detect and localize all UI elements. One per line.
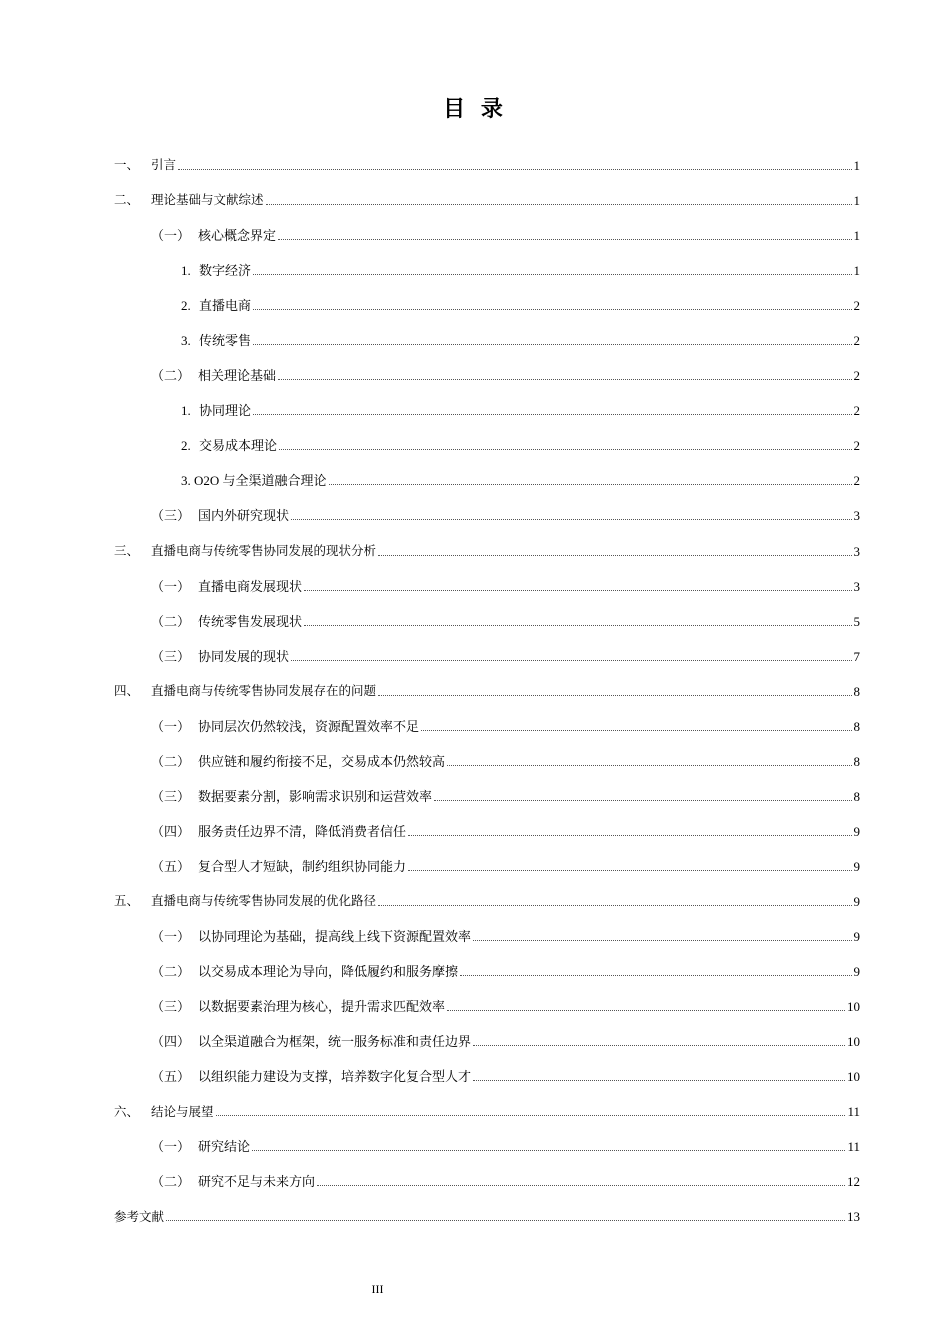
toc-entry[interactable]: [114, 814, 860, 849]
toc-entry-title: 结论与展望: [151, 1103, 214, 1119]
toc-entry[interactable]: [114, 919, 860, 954]
toc-entry-page: 3: [853, 543, 860, 559]
toc-entry[interactable]: [114, 779, 860, 814]
toc-dot-leader: [253, 344, 851, 345]
toc-entry-number: （五）: [151, 858, 191, 874]
toc-entry-page: 3: [853, 578, 860, 594]
toc-entry-number: 一、: [114, 157, 140, 173]
toc-entry[interactable]: [114, 288, 860, 323]
toc-entry[interactable]: [114, 183, 860, 218]
toc-dot-leader: [421, 730, 851, 731]
toc-entry-page: 1: [853, 193, 860, 209]
toc-dot-leader: [473, 940, 851, 941]
toc-entry-number: （五）: [151, 1069, 191, 1085]
toc-entry-page: 2: [853, 438, 860, 454]
toc-entry-title: 直播电商发展现状: [198, 578, 303, 594]
toc-dot-leader: [178, 169, 851, 170]
toc-dot-leader: [252, 1150, 845, 1151]
toc-entry-page: 10: [847, 999, 860, 1015]
toc-entry-number: 1.: [181, 263, 191, 279]
toc-entry-number: 2.: [181, 438, 191, 454]
toc-entry-page: 2: [853, 368, 860, 384]
toc-entry-title: 以数据要素治理为核心，提升需求匹配效率: [198, 999, 446, 1015]
toc-dot-leader: [317, 1185, 845, 1186]
toc-entry-page: 2: [853, 298, 860, 314]
toc-entry-title: 以交易成本理论为导向，降低履约和服务摩擦: [198, 964, 459, 980]
toc-entry-title: 传统零售发展现状: [198, 613, 303, 629]
toc-entry-number: 四、: [114, 682, 140, 698]
toc-entry-title: 协同理论: [199, 403, 252, 419]
toc-entry[interactable]: [114, 1059, 860, 1094]
toc-entry-page: 1: [853, 263, 860, 279]
toc-entry-number: （一）: [151, 929, 191, 945]
toc-entry-page: 13: [847, 1209, 860, 1225]
toc-entry[interactable]: [114, 849, 860, 884]
toc-dot-leader: [266, 204, 852, 205]
toc-entry[interactable]: [114, 1094, 860, 1129]
toc-entry-page: 8: [853, 683, 860, 699]
toc-dot-leader: [253, 414, 851, 415]
toc-entry-title: 数据要素分割，影响需求识别和运营效率: [198, 788, 433, 804]
toc-entry-page: 9: [853, 823, 860, 839]
toc-entry-page: 10: [847, 1069, 860, 1085]
toc-entry-number: 1.: [181, 403, 191, 419]
toc-entry[interactable]: [114, 323, 860, 358]
toc-entry-page: 9: [853, 964, 860, 980]
toc-entry-title: 以全渠道融合为框架，统一服务标准和责任边界: [198, 1034, 472, 1050]
toc-dot-leader: [253, 274, 851, 275]
toc-entry[interactable]: [114, 1199, 860, 1234]
toc-entry-title: 数字经济: [199, 263, 252, 279]
toc-entry-title: 参考文献: [114, 1208, 165, 1224]
toc-entry-page: 11: [847, 1139, 860, 1155]
toc-entry-page: 2: [853, 403, 860, 419]
toc-entry-title: 直播电商与传统零售协同发展存在的问题: [151, 682, 377, 698]
toc-entry-page: 1: [853, 228, 860, 244]
toc-entry-number: （三）: [151, 648, 191, 664]
toc-entry-title: 协同层次仍然较浅，资源配置效率不足: [198, 718, 420, 734]
toc-entry-number: 三、: [114, 542, 140, 558]
toc-dot-leader: [460, 975, 851, 976]
toc-entry-page: 9: [853, 894, 860, 909]
toc-dot-leader: [378, 905, 851, 906]
toc-entry-number: 2.: [181, 298, 191, 314]
toc-entry-number: （一）: [151, 228, 191, 244]
toc-entry[interactable]: [114, 463, 860, 498]
toc-entry-page: 8: [853, 788, 860, 804]
toc-dot-leader: [304, 590, 851, 591]
toc-entry-number: 六、: [114, 1103, 140, 1119]
toc-entry-page: 12: [847, 1174, 860, 1190]
toc-entry-number: （二）: [151, 613, 191, 629]
toc-entry[interactable]: [114, 218, 860, 253]
toc-entry-page: 10: [847, 1034, 860, 1050]
toc-entry-number: （二）: [151, 753, 191, 769]
toc-entry-title: 以组织能力建设为支撑，培养数字化复合型人才: [198, 1069, 472, 1085]
toc-entry-page: 8: [853, 718, 860, 734]
toc-entry-title: 引言: [151, 157, 177, 173]
toc-dot-leader: [304, 625, 851, 626]
toc-entry-number: （二）: [151, 964, 191, 980]
toc-entry-title: 复合型人才短缺，制约组织协同能力: [198, 858, 407, 874]
toc-dot-leader: [279, 449, 851, 450]
toc-dot-leader: [329, 484, 852, 485]
toc-entry-page: 11: [847, 1104, 860, 1120]
toc-entry-title: 交易成本理论: [199, 438, 278, 454]
toc-entry-title: 直播电商: [199, 298, 252, 314]
toc-entry-number: （一）: [151, 1139, 191, 1155]
toc-entry[interactable]: [114, 1024, 860, 1059]
toc-entry-page: 9: [853, 929, 860, 945]
toc-entry-number: 3.: [181, 333, 191, 349]
toc-entry-title: 理论基础与文献综述: [151, 192, 264, 208]
toc-entry-number: （三）: [151, 508, 191, 524]
toc-entry-number: （二）: [151, 1174, 191, 1190]
toc-entry-number: 二、: [114, 192, 140, 208]
toc-entry-page: 1: [853, 158, 860, 174]
toc-entry-number: （一）: [151, 718, 191, 734]
table-of-contents: [114, 148, 860, 1234]
page-number: III: [371, 1282, 384, 1296]
toc-entry-number: （一）: [151, 578, 191, 594]
toc-entry-title: 传统零售: [199, 333, 252, 349]
toc-entry-page: 2: [853, 473, 860, 489]
toc-dot-leader: [434, 800, 851, 801]
toc-entry[interactable]: [114, 534, 860, 569]
toc-dot-leader: [473, 1045, 845, 1046]
toc-entry[interactable]: [114, 393, 860, 428]
toc-dot-leader: [278, 239, 851, 240]
toc-entry-title: 核心概念界定: [198, 228, 277, 244]
toc-entry[interactable]: [114, 1164, 860, 1199]
toc-entry-number: （四）: [151, 1034, 191, 1050]
toc-entry[interactable]: [114, 989, 860, 1024]
toc-entry[interactable]: [114, 1129, 860, 1164]
toc-entry[interactable]: [114, 709, 860, 744]
toc-entry[interactable]: [114, 884, 860, 919]
toc-entry-title: 直播电商与传统零售协同发展的优化路径: [151, 893, 377, 909]
toc-entry[interactable]: [114, 148, 860, 183]
toc-dot-leader: [166, 1220, 845, 1221]
toc-dot-leader: [253, 309, 851, 310]
toc-entry-number: 五、: [114, 893, 140, 909]
toc-entry[interactable]: [114, 358, 860, 393]
toc-entry-page: 5: [853, 613, 860, 629]
toc-title: 目 录: [443, 97, 507, 122]
toc-entry-title: 供应链和履约衔接不足，交易成本仍然较高: [198, 753, 446, 769]
toc-dot-leader: [473, 1080, 845, 1081]
toc-entry[interactable]: [114, 639, 860, 674]
toc-entry-number: （三）: [151, 788, 191, 804]
toc-entry-page: 8: [853, 753, 860, 769]
toc-entry[interactable]: [114, 744, 860, 779]
toc-entry-page: 9: [853, 858, 860, 874]
toc-dot-leader: [216, 1115, 846, 1116]
toc-dot-leader: [291, 519, 851, 520]
toc-entry[interactable]: [114, 498, 860, 533]
toc-dot-leader: [291, 660, 851, 661]
toc-dot-leader: [378, 695, 851, 696]
toc-entry[interactable]: [114, 253, 860, 288]
toc-dot-leader: [447, 765, 851, 766]
toc-entry-title: 直播电商与传统零售协同发展的现状分析: [151, 542, 377, 558]
toc-dot-leader: [278, 379, 851, 380]
toc-entry-number: （三）: [151, 999, 191, 1015]
toc-dot-leader: [447, 1010, 845, 1011]
toc-entry-page: 3: [853, 508, 860, 524]
toc-entry-title: 研究不足与未来方向: [198, 1174, 316, 1190]
toc-entry[interactable]: [114, 604, 860, 639]
toc-entry-number: （二）: [151, 368, 191, 384]
toc-entry-title: 国内外研究现状: [198, 508, 290, 524]
toc-entry[interactable]: [114, 428, 860, 463]
toc-entry-title: 3. O2O 与全渠道融合理论: [181, 473, 327, 489]
toc-entry-title: 以协同理论为基础，提高线上线下资源配置效率: [198, 929, 472, 945]
toc-entry-title: 服务责任边界不清，降低消费者信任: [198, 823, 407, 839]
toc-entry-page: 7: [853, 648, 860, 664]
toc-entry-title: 协同发展的现状: [198, 648, 290, 664]
toc-entry[interactable]: [114, 674, 860, 709]
toc-entry[interactable]: [114, 569, 860, 604]
toc-dot-leader: [408, 870, 851, 871]
toc-dot-leader: [378, 555, 851, 556]
toc-dot-leader: [408, 835, 851, 836]
toc-entry-title: 相关理论基础: [198, 368, 277, 384]
toc-entry[interactable]: [114, 954, 860, 989]
toc-entry-page: 2: [853, 333, 860, 349]
toc-entry-title: 研究结论: [198, 1139, 251, 1155]
toc-entry-number: （四）: [151, 823, 191, 839]
